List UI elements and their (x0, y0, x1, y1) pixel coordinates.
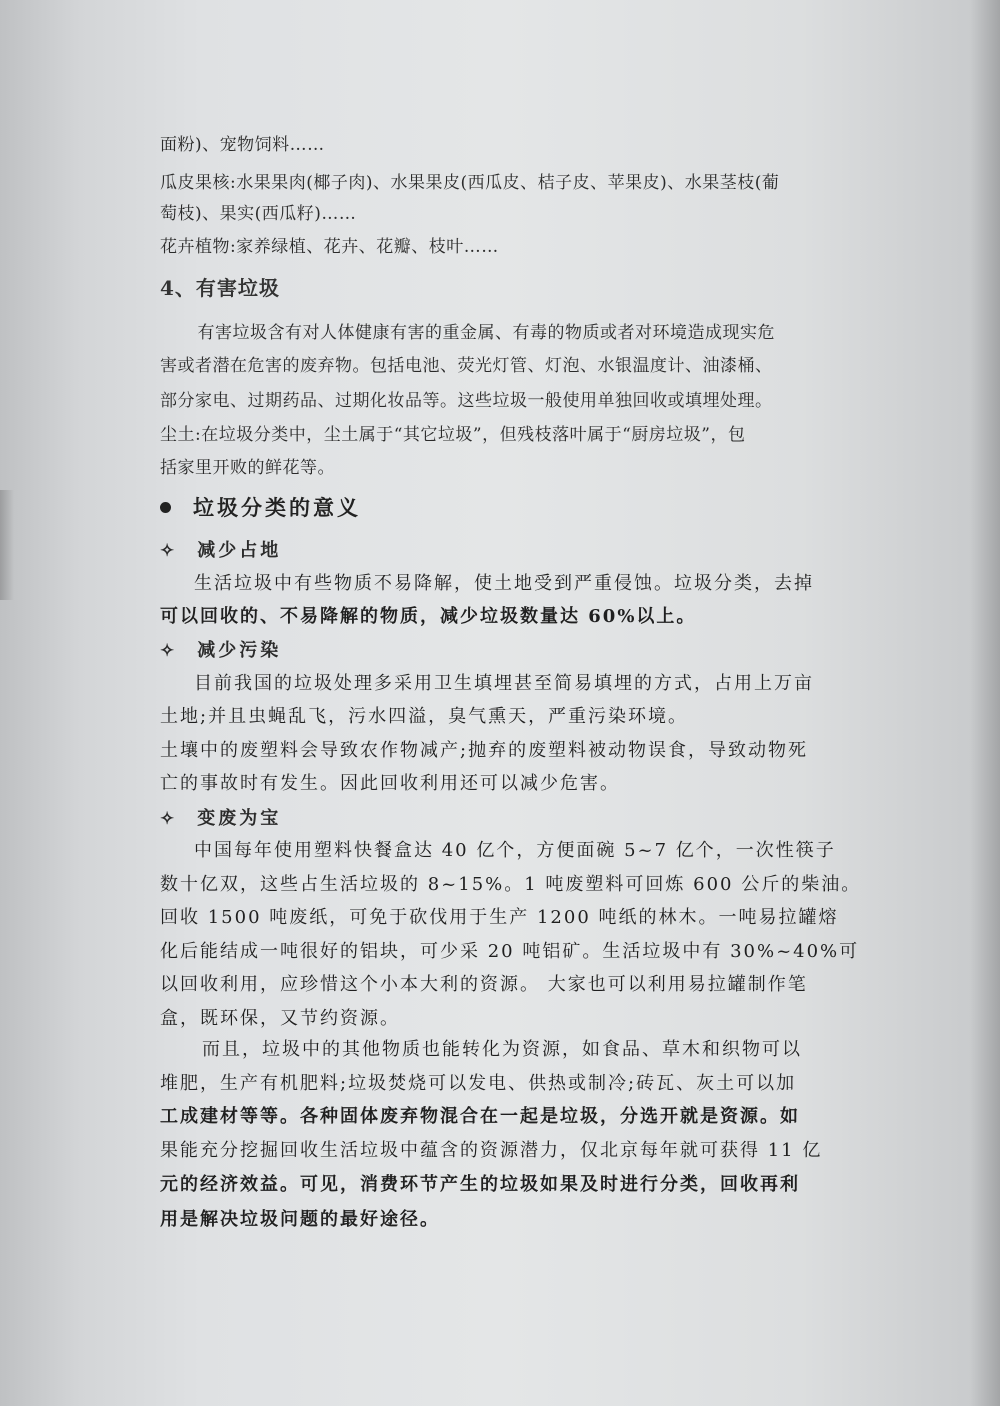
paragraph-line: 工成建材等等。各种固体废弃物混合在一起是垃圾，分选开就是资源。如 (160, 1106, 800, 1127)
paragraph-line: 用是解决垃圾问题的最好途径。 (160, 1209, 440, 1230)
text-line: 萄枝)、果实(西瓜籽)…… (160, 204, 357, 224)
paragraph-line: 堆肥，生产有机肥料;垃圾焚烧可以发电、供热或制冷;砖瓦、灰土可以加 (160, 1073, 797, 1094)
paragraph-line: 中国每年使用塑料快餐盒达 40 亿个，方便面碗 5~7 亿个，一次性筷子 (194, 840, 836, 861)
paragraph-line: 括家里开败的鲜花等。 (160, 458, 335, 478)
paragraph-line: 而且，垃圾中的其他物质也能转化为资源，如食品、草木和织物可以 (202, 1039, 802, 1060)
subheading-reduce-pollution: ✧ 减少污染 (160, 640, 282, 661)
paragraph-line: 数十亿双，这些占生活垃圾的 8~15%。1 吨废塑料可回炼 600 公斤的柴油。 (160, 874, 862, 895)
subheading-waste-to-treasure: ✧ 变废为宝 (160, 808, 282, 829)
paragraph-line: 化后能结成一吨很好的铝块，可少采 20 吨铝矿。生活垃圾中有 30%~40%可 (160, 941, 860, 962)
section-heading-hazardous: 4、有害垃圾 (160, 276, 280, 300)
subheading-reduce-land: ✧ 减少占地 (160, 540, 282, 561)
page-edge-shadow (970, 0, 1000, 1406)
paragraph-line: 亡的事故时有发生。因此回收利用还可以减少危害。 (160, 773, 620, 794)
diamond-icon: ✧ (160, 809, 178, 829)
paragraph-line: 尘土:在垃圾分类中，尘土属于“其它垃圾”，但残枝落叶属于“厨房垃圾”，包 (160, 425, 746, 445)
paragraph-line: 元的经济效益。可见，消费环节产生的垃圾如果及时进行分类，回收再利 (160, 1174, 800, 1195)
paragraph-line: 土壤中的废塑料会导致农作物减产;抛弃的废塑料被动物误食，导致动物死 (160, 740, 809, 761)
paper-fold-shadow (0, 490, 14, 600)
text-line: 花卉植物:家养绿植、花卉、花瓣、枝叶…… (160, 237, 499, 257)
paragraph-line: 土地;并且虫蝇乱飞，污水四溢，臭气熏天，严重污染环境。 (160, 706, 689, 727)
text-line: 瓜皮果核:水果果肉(椰子肉)、水果果皮(西瓜皮、桔子皮、苹果皮)、水果茎枝(葡 (160, 173, 780, 193)
diamond-icon: ✧ (160, 541, 178, 561)
filled-circle-icon (160, 502, 171, 513)
paragraph-line: 目前我国的垃圾处理多采用卫生填埋甚至简易填埋的方式，占用上万亩 (194, 673, 814, 694)
paragraph-line: 生活垃圾中有些物质不易降解，使土地受到严重侵蚀。垃圾分类，去掉 (194, 573, 814, 594)
paragraph-line: 盒，既环保，又节约资源。 (160, 1008, 400, 1029)
paragraph-line: 害或者潜在危害的废弃物。包括电池、荧光灯管、灯泡、水银温度计、油漆桶、 (160, 356, 773, 376)
paragraph-line: 回收 1500 吨废纸，可免于砍伐用于生产 1200 吨纸的林木。一吨易拉罐熔 (160, 907, 839, 928)
section-heading-significance: 垃圾分类的意义 (160, 492, 361, 522)
paragraph-line: 以回收利用，应珍惜这个小本大利的资源。 大家也可以利用易拉罐制作笔 (160, 974, 808, 995)
paragraph-line: 可以回收的、不易降解的物质，减少垃圾数量达 60%以上。 (160, 606, 697, 627)
paragraph-line: 部分家电、过期药品、过期化妆品等。这些垃圾一般使用单独回收或填埋处理。 (160, 391, 773, 411)
paragraph-line: 有害垃圾含有对人体健康有害的重金属、有毒的物质或者对环境造成现实危 (180, 323, 775, 343)
paragraph-line: 果能充分挖掘回收生活垃圾中蕴含的资源潜力，仅北京每年就可获得 11 亿 (160, 1140, 823, 1161)
diamond-icon: ✧ (160, 641, 178, 661)
text-line: 面粉)、宠物饲料…… (160, 135, 325, 155)
